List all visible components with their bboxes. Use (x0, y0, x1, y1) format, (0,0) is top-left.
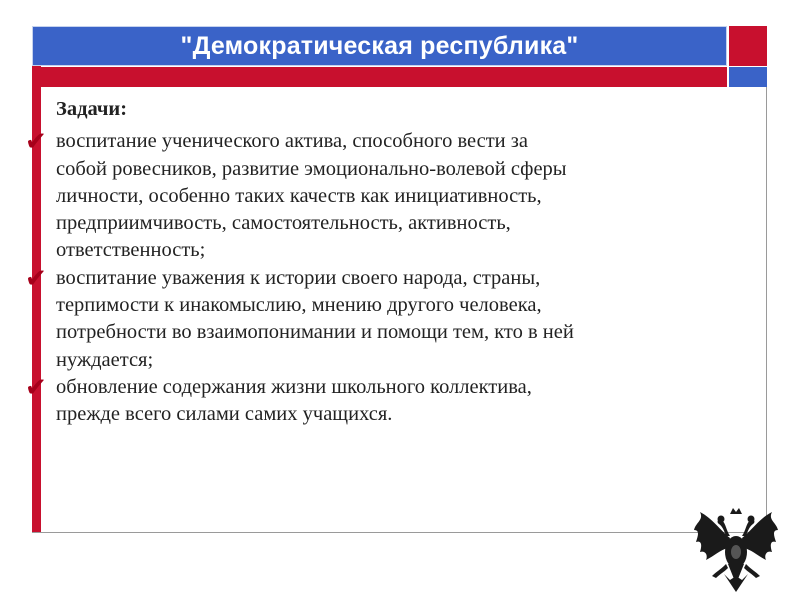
checkmark-icon: ✔ (25, 127, 47, 158)
double-headed-eagle-icon (690, 500, 782, 596)
item-line: прежде всего силами самих учащихся. (56, 403, 393, 426)
corner-red-square (729, 26, 767, 66)
red-band (32, 67, 727, 87)
item-line: ответственность; (56, 239, 206, 262)
checkmark-icon: ✔ (25, 372, 47, 403)
item-line: воспитание ученического актива, способного вести за (56, 130, 528, 153)
list-item (25, 372, 756, 429)
corner-blue-square (729, 67, 767, 87)
checkmark-icon: ✔ (25, 263, 47, 294)
item-line: потребности во взаимопонимании и помощи тем, кто в ней (56, 321, 574, 344)
slide-title: "Демократическая республика" (180, 32, 579, 60)
item-line: личности, особенно таких качеств как инициативность, (56, 184, 542, 207)
item-line: нуждается; (56, 348, 154, 371)
list-item (25, 127, 756, 264)
item-line: обновление содержания жизни школьного коллектива, (56, 375, 532, 398)
tasks-heading: Задачи: (56, 98, 128, 120)
item-line: предприимчивость, самостоятельность, активность, (56, 212, 511, 235)
item-line: воспитание уважения к истории своего народа, страны, (56, 266, 541, 289)
item-line: собой ровесников, развитие эмоционально-волевой сферы (56, 157, 567, 180)
body-text (25, 96, 756, 429)
item-line: терпимости к инакомыслию, мнению другого человека, (56, 294, 542, 317)
list-item (25, 263, 756, 374)
